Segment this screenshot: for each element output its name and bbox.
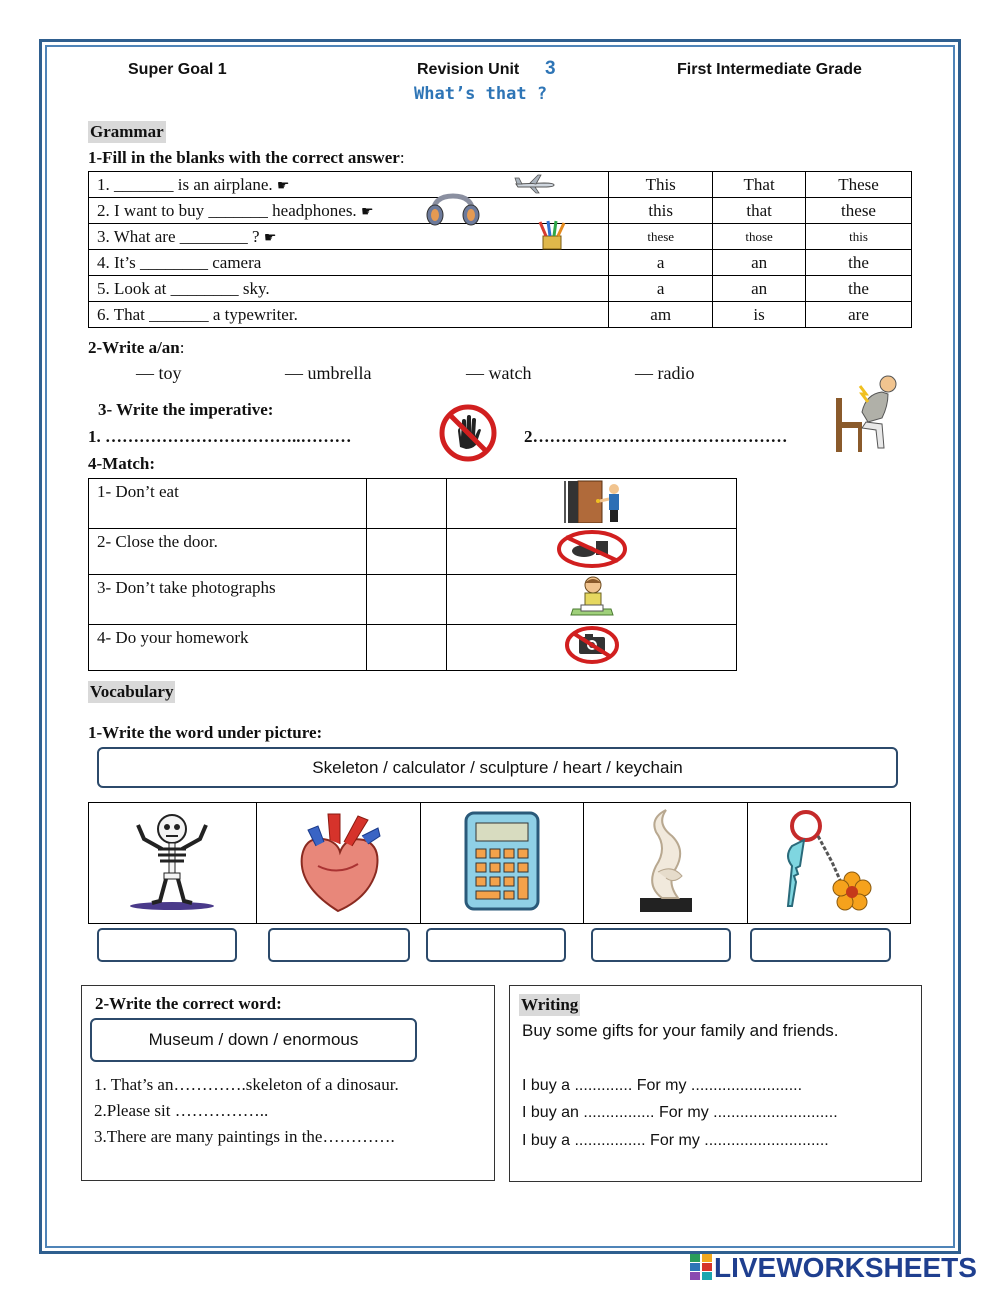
calculator-icon	[462, 809, 542, 913]
match-table	[88, 478, 737, 671]
option-cell[interactable]: an	[713, 276, 806, 302]
option-cell[interactable]: These	[806, 172, 912, 198]
book-title: Super Goal 1	[128, 61, 227, 78]
table-row	[89, 479, 737, 529]
imperative-line-2[interactable]: 2………………………………………	[524, 427, 788, 446]
vocab-picture-table	[88, 802, 911, 924]
writing-prompt: Buy some gifts for your family and friends.	[522, 1021, 839, 1040]
option-cell[interactable]: a	[609, 250, 713, 276]
pointing-hand-icon: ☛	[360, 204, 374, 220]
table-row	[89, 250, 912, 276]
question-text: 2. I want to buy _______ headphones.	[97, 200, 357, 220]
grammar-section-title: Grammar	[90, 122, 164, 141]
question-text: 3. What are ________ ?	[97, 226, 260, 246]
match-picture-cell	[447, 479, 737, 529]
match-answer-cell[interactable]	[366, 625, 447, 671]
option-cell[interactable]: these	[609, 224, 713, 250]
option-cell[interactable]: That	[713, 172, 806, 198]
picture-cell	[420, 803, 584, 924]
no-eating-icon	[556, 529, 628, 569]
writing-line-3[interactable]: I buy a ................ For my ............................	[522, 1132, 829, 1149]
option-cell[interactable]: a	[609, 276, 713, 302]
skeleton-icon	[122, 811, 222, 911]
picture-cell	[256, 803, 420, 924]
answer-box-4[interactable]	[591, 928, 731, 962]
option-cell[interactable]: that	[713, 198, 806, 224]
logo-text: LIVEWORKSHEETS	[714, 1252, 977, 1283]
q1-title: 1-Fill in the blanks with the correct answer:	[88, 148, 405, 167]
match-answer-cell[interactable]	[366, 479, 447, 529]
sentence-2[interactable]: 2.Please sit ……………..	[94, 1101, 269, 1120]
option-cell[interactable]: are	[806, 302, 912, 328]
table-row	[89, 172, 912, 198]
writing-section-title: Writing	[521, 995, 579, 1014]
table-row	[89, 302, 912, 328]
answer-box-3[interactable]	[426, 928, 566, 962]
option-cell[interactable]: these	[806, 198, 912, 224]
match-phrase: 3- Don’t take photographs	[89, 575, 367, 625]
liveworksheets-logo	[690, 1252, 977, 1284]
table-row	[89, 224, 912, 250]
option-cell[interactable]: am	[609, 302, 713, 328]
question-text: 5. Look at ________ sky.	[89, 276, 609, 302]
match-answer-cell[interactable]	[366, 529, 447, 575]
q4-title: 4-Match:	[88, 454, 156, 473]
heart-organ-icon	[288, 806, 388, 916]
q2-title: 2-Write a/an:	[88, 338, 185, 357]
no-photographs-icon	[564, 625, 620, 665]
option-cell[interactable]: those	[713, 224, 806, 250]
q3-title: 3- Write the imperative:	[98, 400, 274, 419]
table-row	[89, 625, 737, 671]
sit-down-person-icon	[832, 372, 902, 454]
question-text: 4. It’s ________ camera	[89, 250, 609, 276]
match-phrase: 4- Do your homework	[89, 625, 367, 671]
match-picture-cell	[447, 529, 737, 575]
sculpture-icon	[626, 806, 706, 916]
airplane-icon	[514, 174, 556, 194]
unit-subtitle: What’s that ?	[414, 84, 548, 104]
option-cell[interactable]: is	[713, 302, 806, 328]
colored-pencils-icon	[534, 220, 570, 250]
match-phrase: 1- Don’t eat	[89, 479, 367, 529]
sentence-1[interactable]: 1. That’s an………….skeleton of a dinosaur.	[94, 1075, 399, 1094]
picture-cell	[89, 803, 257, 924]
writing-line-1[interactable]: I buy a ............. For my .........................	[522, 1077, 803, 1094]
unit-number: 3	[545, 58, 556, 79]
closing-door-icon	[560, 479, 624, 523]
pointing-hand-icon: ☛	[263, 230, 277, 246]
option-cell[interactable]: an	[713, 250, 806, 276]
sentence-3[interactable]: 3.There are many paintings in the………….	[94, 1127, 395, 1146]
word-bank-1: Skeleton / calculator / sculpture / heart / keychain	[97, 747, 898, 788]
keychain-icon	[774, 806, 884, 916]
answer-box-2[interactable]	[268, 928, 410, 962]
table-row	[89, 529, 737, 575]
child-doing-homework-icon	[567, 575, 617, 619]
table-row	[89, 198, 912, 224]
fill-blanks-table	[88, 171, 912, 328]
table-row	[89, 575, 737, 625]
option-cell[interactable]: the	[806, 250, 912, 276]
table-row	[89, 276, 912, 302]
answer-box-1[interactable]	[97, 928, 237, 962]
option-cell[interactable]: this	[609, 198, 713, 224]
picture-cell	[747, 803, 910, 924]
answer-box-5[interactable]	[750, 928, 891, 962]
imperative-line-1[interactable]: 1. ……………………………..………	[88, 427, 352, 446]
question-text: 1. _______ is an airplane.	[97, 174, 273, 194]
article-item[interactable]: — umbrella	[285, 363, 372, 383]
word-bank-2: Museum / down / enormous	[90, 1018, 417, 1062]
pointing-hand-icon: ☛	[276, 178, 290, 194]
logo-blocks-icon	[690, 1254, 714, 1280]
match-phrase: 2- Close the door.	[89, 529, 367, 575]
vocabulary-section-title: Vocabulary	[90, 682, 174, 701]
article-item[interactable]: — radio	[635, 363, 695, 383]
grade-label: First Intermediate Grade	[677, 61, 862, 78]
option-cell[interactable]: this	[806, 224, 912, 250]
unit-label: Revision Unit	[417, 61, 520, 78]
match-answer-cell[interactable]	[366, 575, 447, 625]
option-cell[interactable]: This	[609, 172, 713, 198]
match-picture-cell	[447, 575, 737, 625]
match-picture-cell	[447, 625, 737, 671]
article-item[interactable]: — toy	[136, 363, 182, 383]
vocab-q2-title: 2-Write the correct word:	[95, 994, 282, 1013]
writing-line-2[interactable]: I buy an ................ For my ............................	[522, 1104, 838, 1121]
picture-cell	[584, 803, 748, 924]
no-touching-icon	[438, 403, 498, 463]
article-item[interactable]: — watch	[466, 363, 532, 383]
vocab-q1-title: 1-Write the word under picture:	[88, 723, 323, 742]
question-text: 6. That _______ a typewriter.	[89, 302, 609, 328]
option-cell[interactable]: the	[806, 276, 912, 302]
